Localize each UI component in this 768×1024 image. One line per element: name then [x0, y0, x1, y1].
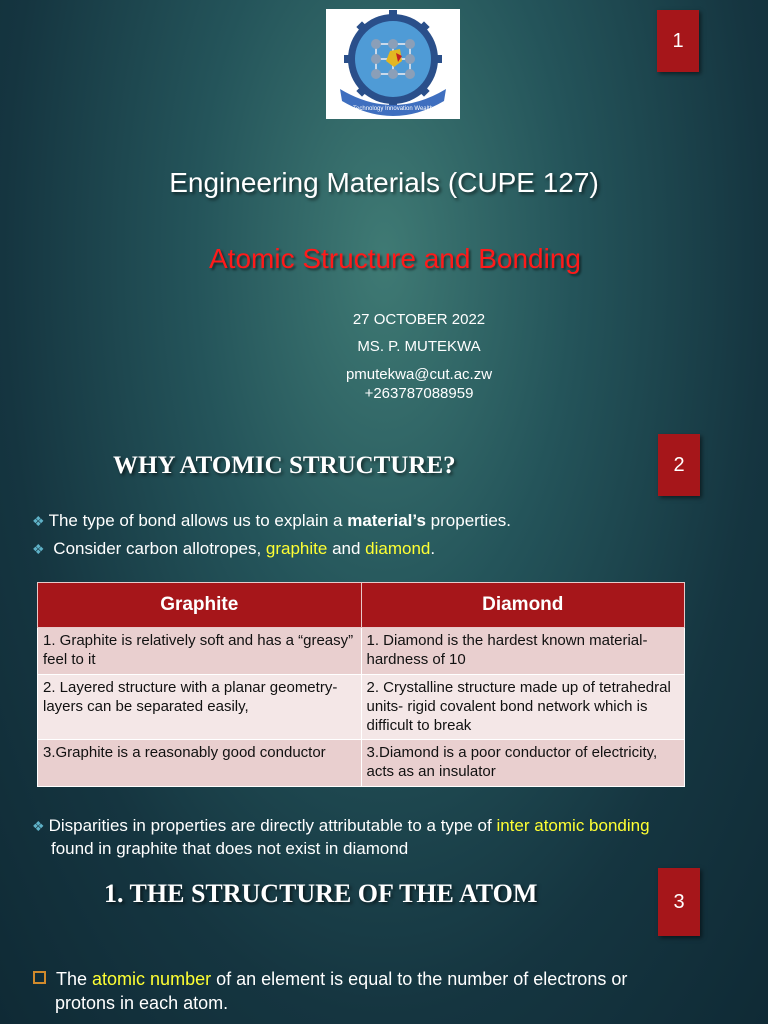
presenter-email: pmutekwa@cut.ac.zw	[345, 366, 493, 383]
presenter-phone: +263787088959	[364, 385, 474, 402]
bullet-atomic-number-line2: protons in each atom.	[55, 993, 229, 1013]
table-row	[38, 675, 685, 740]
bullet-bond-types: ❖ The type of bond allows us to explain a material’s properties.	[32, 511, 511, 530]
course-title: Engineering Materials (CUPE 127)	[169, 167, 599, 198]
slide-subtitle: Atomic Structure and Bonding	[209, 243, 581, 274]
gear-logo-icon	[326, 9, 460, 119]
table-cell: 1. Graphite is relatively soft and has a “greasy” feel to it	[38, 628, 362, 675]
table-row	[38, 740, 685, 787]
table-header-diamond: Diamond	[361, 583, 685, 628]
section-heading-why-atomic-structure: WHY ATOMIC STRUCTURE?	[113, 452, 456, 479]
square-bullet-icon	[33, 971, 46, 984]
graphite-diamond-comparison-table	[37, 582, 685, 787]
university-logo	[326, 9, 460, 119]
diamond-bullet-icon: ❖	[32, 513, 45, 529]
diamond-bullet-icon: ❖	[32, 818, 45, 834]
table-cell: 2. Layered structure with a planar geometry- layers can be separated easily,	[38, 675, 362, 740]
presenter-name: MS. P. MUTEKWA	[357, 338, 481, 355]
presentation-date: 27 OCTOBER 2022	[352, 311, 486, 328]
bullet-disparities: ❖ Disparities in properties are directly attributable to a type of inter atomic bonding	[32, 816, 650, 835]
table-cell: 3.Diamond is a poor conductor of electricity, acts as an insulator	[361, 740, 685, 787]
table-cell: 1. Diamond is the hardest known material- hardness of 10	[361, 628, 685, 675]
table-row	[38, 628, 685, 675]
slide-number-1: 1	[657, 10, 699, 72]
section-heading-structure-of-atom: 1. THE STRUCTURE OF THE ATOM	[104, 879, 538, 908]
slide-number-3: 3	[658, 868, 700, 936]
slide-number-2: 2	[658, 434, 700, 496]
table-cell: 2. Crystalline structure made up of tetrahedral units- rigid covalent bond network which is difficult to break	[361, 675, 685, 740]
table-header-graphite: Graphite	[38, 583, 362, 628]
bullet-carbon-allotropes: ❖ Consider carbon allotropes, graphite and diamond.	[32, 539, 436, 558]
table-cell: 3.Graphite is a reasonably good conductor	[38, 740, 362, 787]
bullet-atomic-number: The atomic number of an element is equal to the number of electrons or	[33, 968, 627, 990]
diamond-bullet-icon: ❖	[32, 541, 45, 557]
svg-text:Technology Innovation Wealth: Technology Innovation Wealth	[353, 106, 433, 112]
bullet-disparities-line2: found in graphite that does not exist in diamond	[51, 839, 409, 858]
